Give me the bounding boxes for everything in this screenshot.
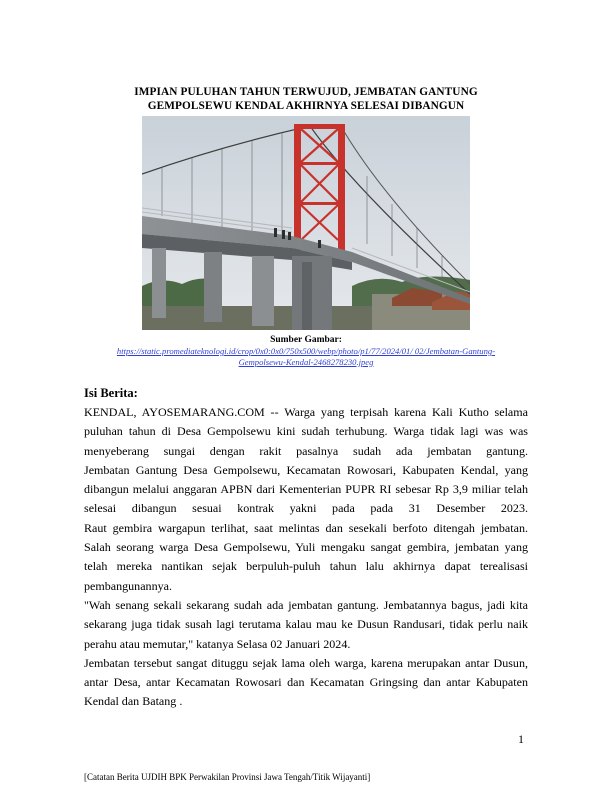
paragraph-4: "Wah senang sekali sekarang sudah ada jembatan gantung. Jembatannya bagus, jadi kita sekarang juga tidak susah lagi terutama kalau mau ke Dusun Randusari, tidak perlu naik perahu atau memutar," katanya Selasa 02 Januari 2024. xyxy=(84,597,528,651)
paragraph-2: Jembatan Gantung Desa Gempolsewu, Kecamatan Rowosari, Kabupaten Kendal, yang dibangun melalui anggaran APBN dari Kementerian PUPR RI sebesar Rp 3,9 miliar telah selesai dibangun sesuai kontrak yakni pada pada 31 Desember 2023. xyxy=(84,462,528,516)
article-title-line-2: GEMPOLSEWU KENDAL AKHIRNYA SELESAI DIBANGUN xyxy=(147,100,465,112)
paragraph-1: KENDAL, AYOSEMARANG.COM -- Warga yang terpisah karena Kali Kutho selama puluhan tahun di Desa Gempolsewu kini sudah terhubung. Warga tidak lagi was was menyeberang sungai dengan rakit pasalnya sudah ada jembatan gantung. xyxy=(84,405,528,458)
paragraph-3: Raut gembira wargapun terlihat, saat melintas dan sesekali berfoto ditengah jembatan. Salah seorang warga Desa Gempolsewu, Yuli mengaku sangat gembira, jembatan yang telah mereka nantikan sejak berpuluh-puluh tahun lalu akhirnya dapat terealisasi pembangunannya. xyxy=(84,520,528,593)
paragraph-5: Jembatan tersebut sangat dituggu sejak lama oleh warga, karena merupakan antar Dusun, antar Desa, antar Kecamatan Rowosari dan Kecamatan Gringsing dan antar Kabupaten Kendal dan Batang . xyxy=(84,655,528,709)
page-number: 1 xyxy=(518,732,524,746)
section-label: Isi Berita: xyxy=(84,386,138,400)
image-source-link-line-1[interactable]: https://static.promediateknologi.id/crop/0x0:0x0/750x500/webp/photo/p1/77/2024/01/ 02/Jembatan-Gantung- xyxy=(116,346,496,356)
article-body xyxy=(84,403,528,712)
image-source-link[interactable] xyxy=(84,346,528,368)
bridge-photo xyxy=(142,116,470,330)
image-source-label: Sumber Gambar: xyxy=(270,335,342,345)
article-title xyxy=(100,85,512,113)
article-title-line-1: IMPIAN PULUHAN TAHUN TERWUJUD, JEMBATAN GANTUNG xyxy=(134,86,478,98)
image-source-link-line-2[interactable]: Gempolsewu-Kendal-2468278230.jpeg xyxy=(238,357,374,367)
page-footer: [Catatan Berita UJDIH BPK Perwakilan Provinsi Jawa Tengah/Titik Wijayanti] xyxy=(84,772,371,782)
